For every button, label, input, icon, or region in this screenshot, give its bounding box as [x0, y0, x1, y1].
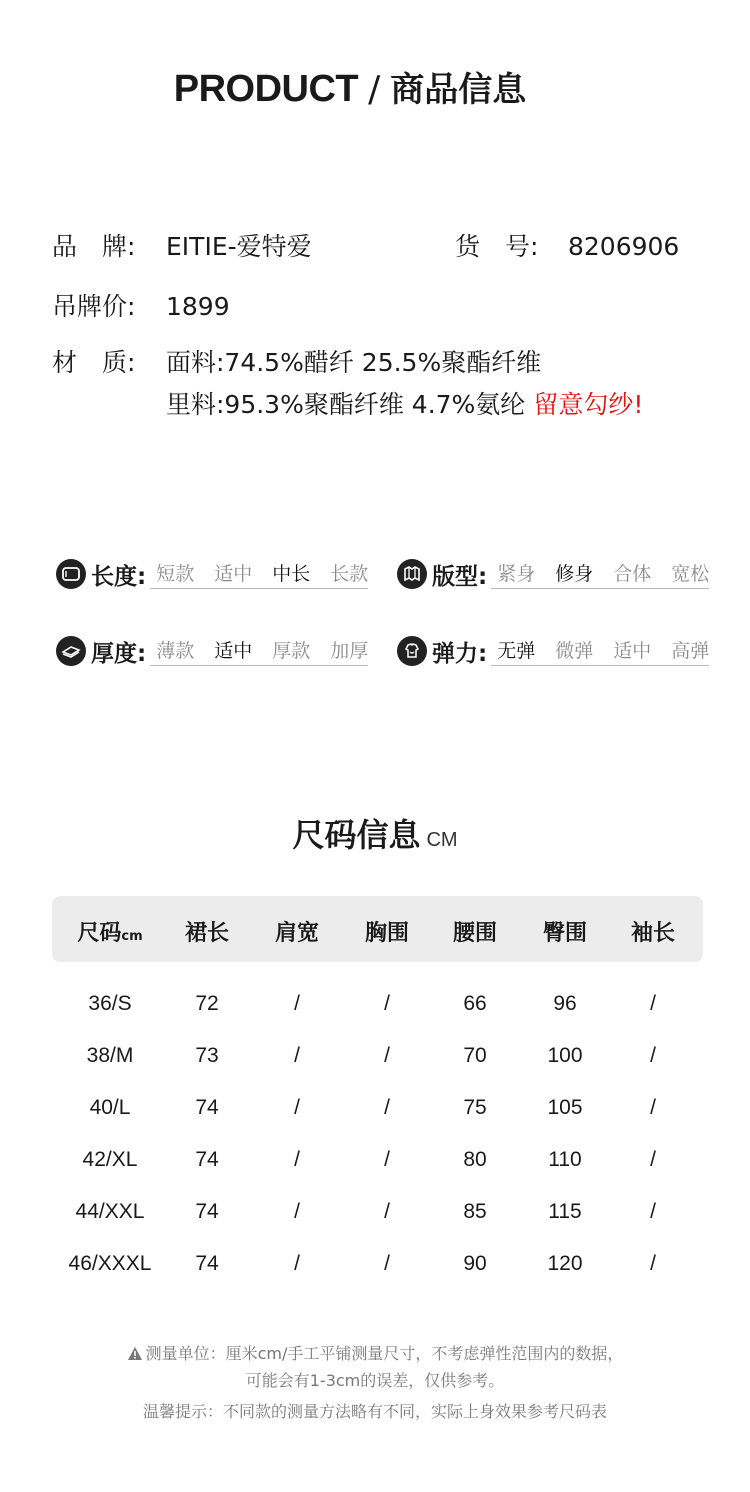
table-cell: /: [294, 1148, 300, 1171]
thickness-option: 薄款: [156, 640, 195, 662]
table-cell: 74: [195, 1148, 219, 1171]
fit-option: 紧身: [497, 563, 536, 585]
note-line-2: 可能会有1-3cm的误差，仅供参考。: [245, 1371, 505, 1390]
size-title-unit: CM: [426, 829, 458, 851]
warning-text: 留意勾纱!: [533, 390, 644, 419]
thickness-label: 厚度:: [91, 640, 147, 667]
table-cell: 100: [547, 1044, 583, 1067]
table-cell: 90: [463, 1252, 487, 1275]
table-cell: /: [294, 992, 300, 1015]
table-cell: 40/L: [89, 1096, 131, 1119]
header-cell: 腰围: [452, 921, 497, 946]
table-cell: /: [384, 1252, 390, 1275]
elasticity-option: 适中: [613, 640, 652, 662]
thickness-option: 加厚: [330, 640, 369, 662]
table-cell: 115: [548, 1200, 582, 1223]
table-cell: 46/XXXL: [68, 1252, 152, 1275]
table-cell: /: [650, 992, 656, 1015]
sku-value: 8206906: [568, 232, 680, 261]
note-line-3: 温馨提示：不同款的测量方法略有不同，实际上身效果参考尺码表: [142, 1402, 607, 1421]
header-cell: 袖长: [630, 921, 675, 946]
price-value: 1899: [166, 292, 230, 321]
table-cell: 70: [463, 1044, 487, 1067]
table-cell: /: [650, 1044, 656, 1067]
header-size-unit: cm: [121, 929, 143, 944]
elasticity-option-selected: 无弹: [497, 640, 536, 662]
thickness-option: 厚款: [272, 640, 311, 662]
elasticity-option: 高弹: [671, 640, 710, 662]
length-label: 长度:: [91, 563, 147, 590]
table-cell: 74: [195, 1200, 219, 1223]
fabric-value: 面料:74.5%醋纤 25.5%聚酯纤维: [166, 348, 542, 377]
brand-label: 品 牌:: [52, 232, 136, 261]
length-option: 适中: [214, 563, 253, 585]
thickness-option-selected: 适中: [214, 640, 253, 662]
table-cell: /: [294, 1200, 300, 1223]
table-cell: /: [294, 1096, 300, 1119]
brand-value: EITIE-爱特爱: [166, 232, 312, 261]
table-cell: 74: [195, 1096, 219, 1119]
header-cell: 裙长: [184, 921, 229, 946]
material-label: 材 质:: [52, 348, 136, 377]
length-option: 长款: [330, 563, 369, 585]
table-cell: /: [384, 1200, 390, 1223]
fit-label: 版型:: [432, 563, 488, 590]
elasticity-option: 微弹: [555, 640, 594, 662]
table-cell: /: [650, 1096, 656, 1119]
length-option-selected: 中长: [272, 563, 311, 585]
table-cell: 120: [547, 1252, 583, 1275]
fit-option: 宽松: [671, 563, 710, 585]
note-line-1: [0, 1341, 750, 1365]
lining-value: 里料:95.3%聚酯纤维 4.7%氨纶: [166, 390, 526, 419]
table-cell: 73: [195, 1044, 219, 1067]
header-cell-size: [70, 916, 150, 947]
table-cell: 72: [195, 992, 219, 1015]
table-cell: /: [650, 1200, 656, 1223]
header-chinese: 商品信息: [390, 70, 527, 110]
table-cell: 66: [463, 992, 487, 1015]
table-cell: /: [384, 1096, 390, 1119]
table-cell: 85: [463, 1200, 487, 1223]
table-cell: 110: [548, 1148, 582, 1171]
table-cell: /: [650, 1252, 656, 1275]
price-label: 吊牌价:: [52, 292, 136, 321]
elasticity-label: 弹力:: [432, 640, 488, 667]
header-english: PRODUCT: [173, 68, 359, 110]
header-cell: 臀围: [542, 921, 587, 946]
table-cell: /: [384, 992, 390, 1015]
table-cell: /: [650, 1148, 656, 1171]
table-cell: 75: [463, 1096, 487, 1119]
warning-icon: [127, 1346, 143, 1365]
table-cell: 80: [463, 1148, 487, 1171]
note-text-1: 测量单位：厘米cm/手工平铺测量尺寸，不考虑弹性范围内的数据，: [145, 1344, 624, 1363]
header-cell: 肩宽: [274, 921, 319, 946]
header-cell: 胸围: [364, 921, 409, 946]
table-cell: 74: [195, 1252, 219, 1275]
header-size-label: 尺码: [77, 921, 122, 946]
fit-option: 合体: [613, 563, 652, 585]
length-option: 短款: [156, 563, 195, 585]
size-title-text: 尺码信息: [292, 816, 421, 854]
header-separator: /: [368, 69, 381, 110]
table-cell: 42/XL: [82, 1148, 138, 1171]
table-cell: /: [384, 1148, 390, 1171]
table-cell: 36/S: [88, 992, 132, 1015]
sku-label: 货 号:: [455, 232, 539, 261]
table-cell: /: [294, 1044, 300, 1067]
table-cell: /: [384, 1044, 390, 1067]
table-cell: 38/M: [86, 1044, 134, 1067]
table-cell: 105: [547, 1096, 583, 1119]
fit-option-selected: 修身: [555, 563, 594, 585]
table-cell: 96: [553, 992, 577, 1015]
table-cell: /: [294, 1252, 300, 1275]
table-cell: 44/XXL: [75, 1200, 145, 1223]
